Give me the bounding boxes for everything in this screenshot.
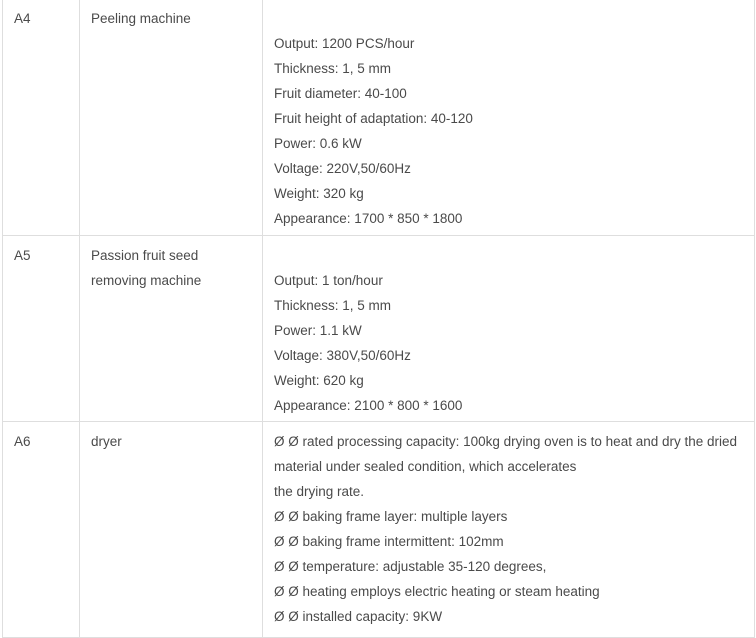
item-code: A4 (14, 11, 31, 26)
spec-line: material under sealed condition, which accelerates (274, 459, 577, 474)
spec-line: Ø Ø installed capacity: 9KW (274, 609, 443, 624)
spec-line: Fruit diameter: 40-100 (274, 86, 407, 101)
spec-line: Power: 1.1 kW (274, 323, 362, 338)
item-code: A6 (14, 434, 31, 449)
spec-line: the drying rate. (274, 484, 365, 499)
item-name-line: removing machine (91, 273, 202, 288)
spec-line: Ø Ø baking frame intermittent: 102mm (274, 534, 504, 549)
spec-line: Thickness: 1, 5 mm (274, 61, 392, 76)
spec-line: Thickness: 1, 5 mm (274, 298, 392, 313)
item-code: A5 (14, 248, 31, 263)
item-name: dryer (91, 434, 122, 449)
spec-line: Output: 1200 PCS/hour (274, 36, 415, 51)
spec-line: Fruit height of adaptation: 40-120 (274, 111, 473, 126)
spec-line: Ø Ø temperature: adjustable 35-120 degrees, (274, 559, 547, 574)
spec-line: Output: 1 ton/hour (274, 273, 383, 288)
table-row-a5 (3, 236, 755, 422)
code-cell (3, 0, 80, 236)
spec-line: Ø Ø heating employs electric heating or steam heating (274, 584, 600, 599)
code-cell (3, 422, 80, 638)
spec-line: Weight: 620 kg (274, 373, 364, 388)
spec-line: Appearance: 1700 * 850 * 1800 (274, 211, 463, 226)
spec-line: Voltage: 220V,50/60Hz (274, 161, 411, 176)
equipment-spec-table (2, 0, 755, 638)
name-cell (80, 236, 263, 422)
name-cell (80, 422, 263, 638)
spec-cell (263, 422, 755, 638)
item-name: Peeling machine (91, 11, 191, 26)
spec-cell (263, 0, 755, 236)
code-cell (3, 236, 80, 422)
spec-cell (263, 236, 755, 422)
spec-line: Appearance: 2100 * 800 * 1600 (274, 398, 463, 413)
spec-line: Voltage: 380V,50/60Hz (274, 348, 411, 363)
table-row-a4 (3, 0, 755, 236)
table-row-a6 (3, 422, 755, 638)
spec-line: Weight: 320 kg (274, 186, 364, 201)
spec-line: Power: 0.6 kW (274, 136, 362, 151)
item-name-line: Passion fruit seed (91, 248, 199, 263)
spec-line: Ø Ø baking frame layer: multiple layers (274, 509, 508, 524)
name-cell (80, 0, 263, 236)
spec-line: Ø Ø rated processing capacity: 100kg drying oven is to heat and dry the dried (274, 434, 738, 449)
